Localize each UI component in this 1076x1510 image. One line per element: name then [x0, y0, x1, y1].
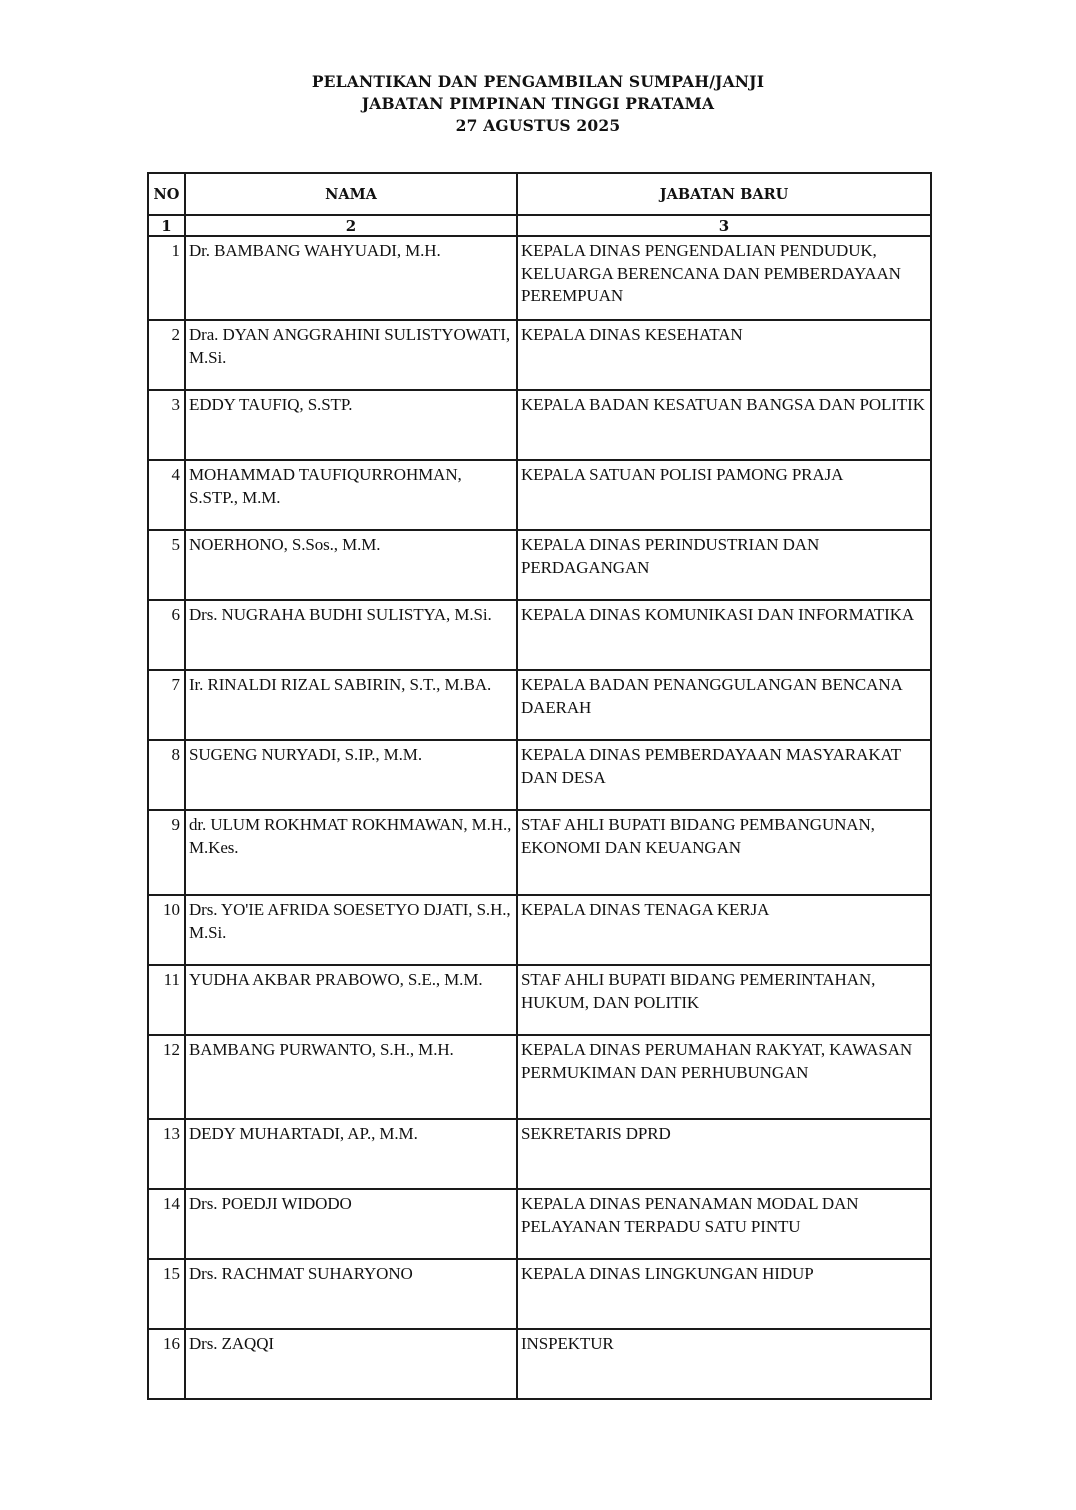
new-position: KEPALA DINAS PERUMAHAN RAKYAT, KAWASAN PERMUKIMAN DAN PERHUBUNGAN: [517, 1035, 931, 1119]
new-position: KEPALA SATUAN POLISI PAMONG PRAJA: [517, 460, 931, 530]
official-name: Drs. POEDJI WIDODO: [185, 1189, 517, 1259]
new-position: KEPALA DINAS KESEHATAN: [517, 320, 931, 390]
table-row: [148, 965, 931, 1035]
official-name: Drs. ZAQQI: [185, 1329, 517, 1399]
table-row: [148, 1189, 931, 1259]
row-number: 7: [148, 670, 185, 740]
official-name: Drs. YO'IE AFRIDA SOESETYO DJATI, S.H., M.Si.: [185, 895, 517, 965]
official-name: EDDY TAUFIQ, S.STP.: [185, 390, 517, 460]
official-name: Dr. BAMBANG WAHYUADI, M.H.: [185, 236, 517, 320]
table-row: [148, 740, 931, 810]
official-name: BAMBANG PURWANTO, S.H., M.H.: [185, 1035, 517, 1119]
table-row: [148, 390, 931, 460]
row-number: 8: [148, 740, 185, 810]
new-position: STAF AHLI BUPATI BIDANG PEMERINTAHAN, HUKUM, DAN POLITIK: [517, 965, 931, 1035]
official-name: Ir. RINALDI RIZAL SABIRIN, S.T., M.BA.: [185, 670, 517, 740]
column-number-2: 2: [185, 215, 517, 236]
row-number: 16: [148, 1329, 185, 1399]
official-name: Dra. DYAN ANGGRAHINI SULISTYOWATI, M.Si.: [185, 320, 517, 390]
table-row: [148, 1259, 931, 1329]
new-position: KEPALA BADAN PENANGGULANGAN BENCANA DAERAH: [517, 670, 931, 740]
row-number: 2: [148, 320, 185, 390]
row-number: 4: [148, 460, 185, 530]
row-number: 11: [148, 965, 185, 1035]
row-number: 14: [148, 1189, 185, 1259]
column-number-3: 3: [517, 215, 931, 236]
appointment-table: [147, 172, 932, 1400]
official-name: NOERHONO, S.Sos., M.M.: [185, 530, 517, 600]
official-name: Drs. RACHMAT SUHARYONO: [185, 1259, 517, 1329]
official-name: Drs. NUGRAHA BUDHI SULISTYA, M.Si.: [185, 600, 517, 670]
column-number-1: 1: [148, 215, 185, 236]
table-row: [148, 1119, 931, 1189]
official-name: MOHAMMAD TAUFIQURROHMAN, S.STP., M.M.: [185, 460, 517, 530]
new-position: KEPALA DINAS PEMBERDAYAAN MASYARAKAT DAN DESA: [517, 740, 931, 810]
title-line-3: 27 AGUSTUS 2025: [455, 116, 621, 135]
row-number: 6: [148, 600, 185, 670]
new-position: KEPALA DINAS PENGENDALIAN PENDUDUK, KELUARGA BERENCANA DAN PEMBERDAYAAN PEREMPUAN: [517, 236, 931, 320]
official-name: SUGENG NURYADI, S.IP., M.M.: [185, 740, 517, 810]
table-row: [148, 236, 931, 320]
table-row: [148, 1329, 931, 1399]
header-nama: NAMA: [185, 173, 517, 215]
official-name: dr. ULUM ROKHMAT ROKHMAWAN, M.H., M.Kes.: [185, 810, 517, 895]
title-line-1: PELANTIKAN DAN PENGAMBILAN SUMPAH/JANJI: [311, 72, 765, 91]
row-number: 1: [148, 236, 185, 320]
table-row: [148, 460, 931, 530]
row-number: 12: [148, 1035, 185, 1119]
table-row: [148, 600, 931, 670]
column-number-row: [148, 215, 931, 236]
new-position: KEPALA DINAS PERINDUSTRIAN DAN PERDAGANGAN: [517, 530, 931, 600]
table-row: [148, 530, 931, 600]
document-title: [0, 71, 1076, 137]
new-position: INSPEKTUR: [517, 1329, 931, 1399]
row-number: 15: [148, 1259, 185, 1329]
header-jabatan: JABATAN BARU: [517, 173, 931, 215]
table-row: [148, 810, 931, 895]
header-row: [148, 173, 931, 215]
title-line-2: JABATAN PIMPINAN TINGGI PRATAMA: [361, 94, 715, 113]
new-position: KEPALA DINAS PENANAMAN MODAL DAN PELAYANAN TERPADU SATU PINTU: [517, 1189, 931, 1259]
new-position: KEPALA BADAN KESATUAN BANGSA DAN POLITIK: [517, 390, 931, 460]
new-position: STAF AHLI BUPATI BIDANG PEMBANGUNAN, EKONOMI DAN KEUANGAN: [517, 810, 931, 895]
row-number: 10: [148, 895, 185, 965]
table-row: [148, 320, 931, 390]
official-name: YUDHA AKBAR PRABOWO, S.E., M.M.: [185, 965, 517, 1035]
table-row: [148, 670, 931, 740]
header-no: NO: [148, 173, 185, 215]
row-number: 9: [148, 810, 185, 895]
official-name: DEDY MUHARTADI, AP., M.M.: [185, 1119, 517, 1189]
new-position: KEPALA DINAS KOMUNIKASI DAN INFORMATIKA: [517, 600, 931, 670]
new-position: KEPALA DINAS TENAGA KERJA: [517, 895, 931, 965]
table-row: [148, 1035, 931, 1119]
new-position: KEPALA DINAS LINGKUNGAN HIDUP: [517, 1259, 931, 1329]
row-number: 5: [148, 530, 185, 600]
row-number: 3: [148, 390, 185, 460]
new-position: SEKRETARIS DPRD: [517, 1119, 931, 1189]
table-row: [148, 895, 931, 965]
row-number: 13: [148, 1119, 185, 1189]
